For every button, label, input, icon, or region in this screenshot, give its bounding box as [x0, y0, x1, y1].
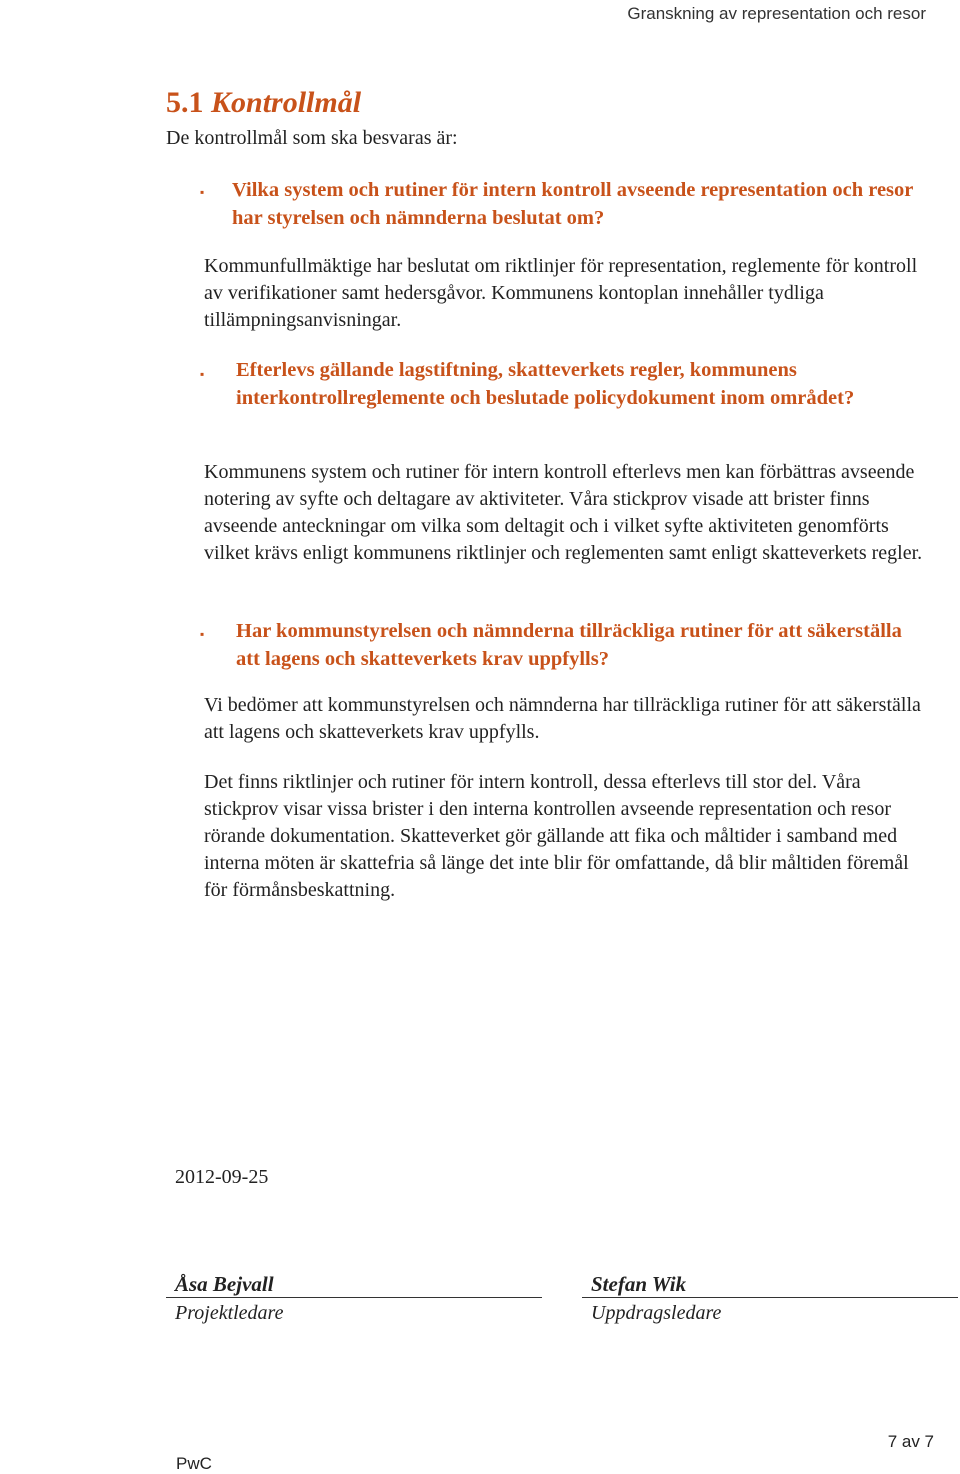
- question-1: Vilka system och rutiner för intern kontroll avseende representation och resor har styrelsen och nämnderna beslutat om?: [232, 179, 914, 229]
- intro-text: De kontrollmål som ska besvaras är:: [166, 127, 458, 149]
- bullet-marker: ▪: [200, 627, 205, 641]
- answer-1-paragraph-1: Kommunfullmäktige har beslutat om riktlinjer för representation, reglemente för kontroll av verifikationer samt hedersgåvor. Kommunens kontoplan innehåller tydliga tillämpningsanvisningar.: [204, 255, 918, 331]
- section-title: Kontrollmål: [211, 86, 362, 119]
- answer-1: [204, 253, 926, 334]
- answer-3-paragraph-2: Det finns riktlinjer och rutiner för intern kontroll, dessa efterlevs till stor del. Våra stickprov visar vissa brister i den interna kontrollen avseende representation och resor rörande dokumentation. Skatteverket gör gällande att fika och måltider i samband med interna möten är skattefria så länge det inte blir för omfattande, då blir måltiden föremål för förmånsbeskattning.: [204, 771, 909, 901]
- signature-role-1: Projektledare: [175, 1302, 284, 1324]
- running-header: Granskning av representation och resor: [627, 4, 926, 23]
- question-2: Efterlevs gällande lagstiftning, skatteverkets regler, kommunens interkontrollreglemente och beslutade policydokument inom området?: [236, 359, 855, 409]
- section-heading: [166, 86, 361, 120]
- answer-3a: [204, 692, 926, 746]
- signature-name-2: Stefan Wik: [591, 1272, 687, 1296]
- signature-line-2: [582, 1297, 958, 1298]
- answer-3-paragraph-1: Vi bedömer att kommunstyrelsen och nämnderna har tillräckliga rutiner för att säkerställa att lagens och skatteverkets krav uppfylls.: [204, 694, 921, 743]
- signature-line-1: [166, 1297, 542, 1298]
- question-3: Har kommunstyrelsen och nämnderna tillräckliga rutiner för att säkerställa att lagens och skatteverkets krav uppfylls?: [236, 620, 902, 670]
- answer-2: [204, 459, 926, 567]
- answer-2-paragraph-1: Kommunens system och rutiner för intern kontroll efterlevs men kan förbättras avseende notering av syfte och deltagare av aktiviteter. Våra stickprov visade att brister finns avseende anteckningar om vilka som deltagit och i vilket syfte aktiviteten genomförts vilket krävs enligt kommunens riktlinjer och reglementen samt enligt skatteverkets regler.: [204, 461, 923, 564]
- signature-role-2: Uppdragsledare: [591, 1302, 722, 1324]
- section-number: 5.1: [166, 86, 204, 119]
- answer-3b: [204, 769, 926, 904]
- page-number: 7 av 7: [887, 1432, 934, 1451]
- bullet-marker: ▪: [200, 185, 205, 199]
- bullet-marker: ▪: [200, 367, 205, 381]
- footer-company: PwC: [176, 1454, 212, 1473]
- signature-name-1: Åsa Bejvall: [175, 1272, 274, 1296]
- report-date: 2012-09-25: [175, 1166, 269, 1188]
